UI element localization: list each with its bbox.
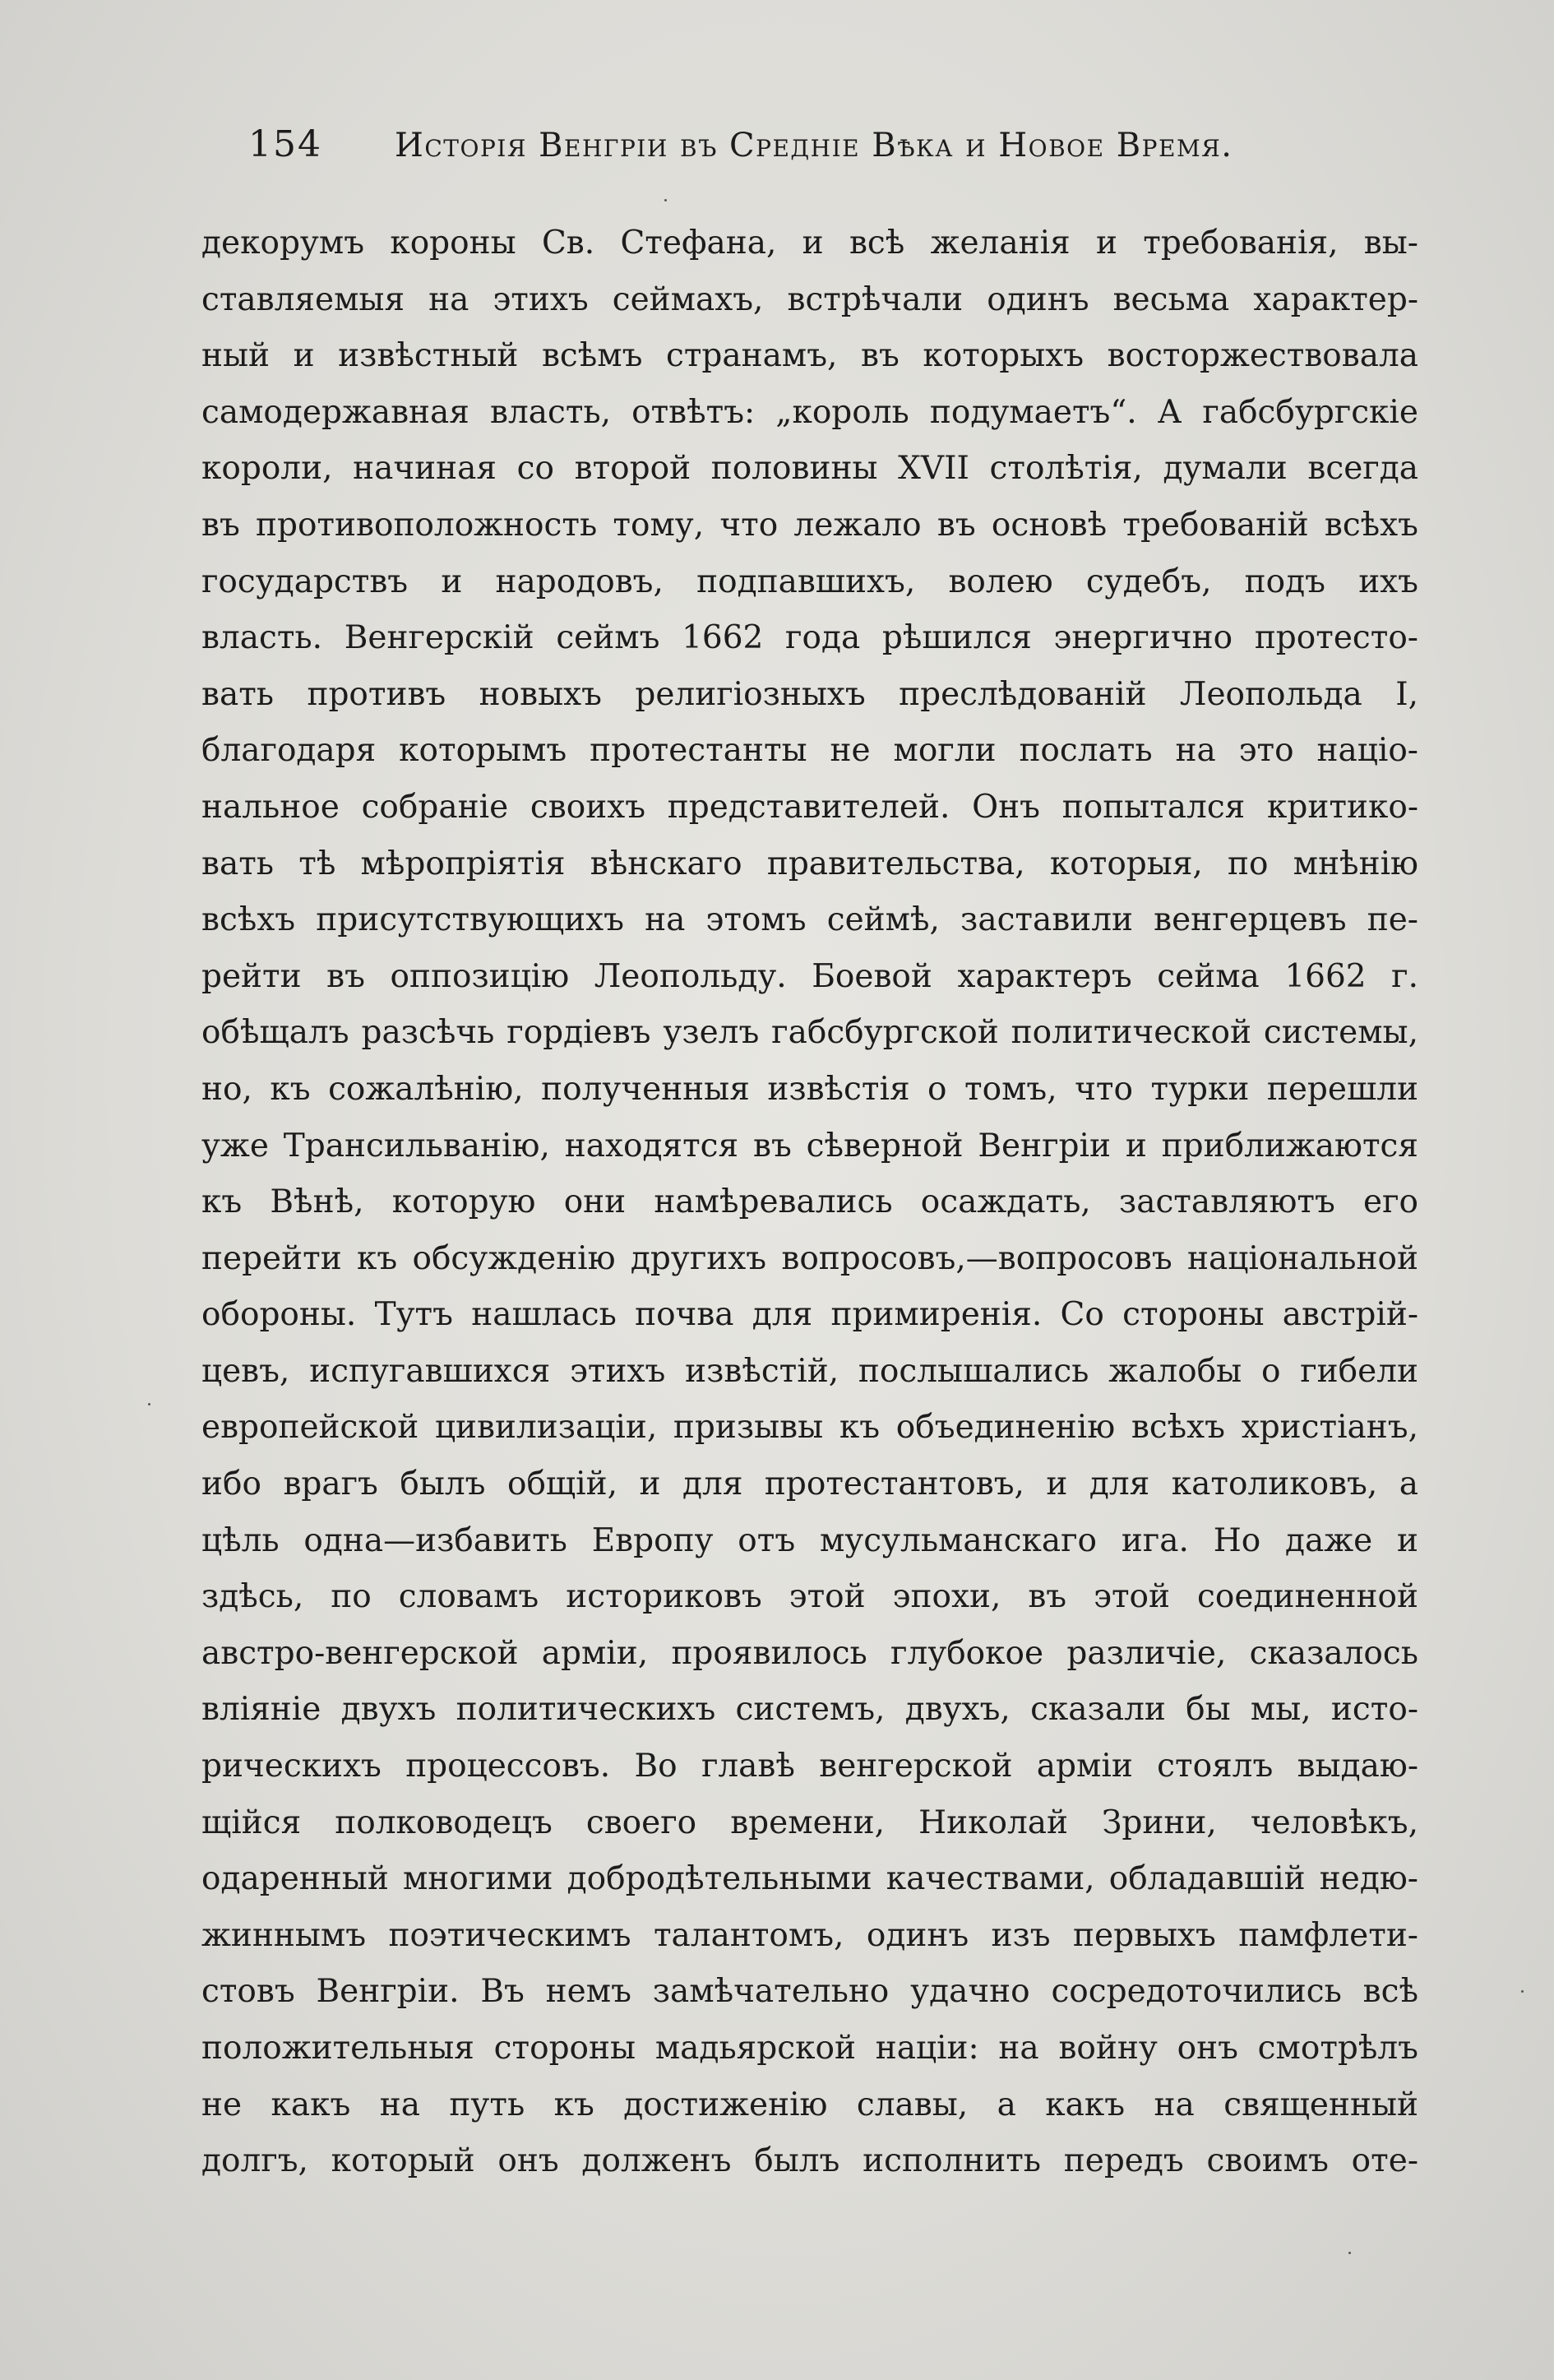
- text-line: декорумъ короны Св. Стефана, и всѣ желанія и требованія, вы-: [201, 225, 1418, 262]
- text-line: ный и извѣстный всѣмъ странамъ, въ которыхъ восторжествовала: [201, 337, 1418, 375]
- text-line: обѣщалъ разсѣчь гордіевъ узелъ габсбургской политической системы,: [201, 1014, 1418, 1052]
- text-line: благодаря которымъ протестанты не могли послать на это націо-: [201, 732, 1418, 770]
- text-line: короли, начиная со второй половины XVII столѣтія, думали всегда: [201, 450, 1418, 488]
- paper-speck: [664, 199, 667, 201]
- page-number: 154: [248, 123, 322, 165]
- text-line: но, къ сожалѣнію, полученныя извѣстія о томъ, что турки перешли: [201, 1070, 1418, 1108]
- paper-speck: [1521, 1990, 1524, 1993]
- text-line: щійся полководецъ своего времени, Николай Зрини, человѣкъ,: [201, 1804, 1418, 1841]
- text-line: стовъ Венгріи. Въ немъ замѣчательно удачно сосредоточились всѣ: [201, 1973, 1418, 2011]
- text-line: всѣхъ присутствующихъ на этомъ сеймѣ, заставили венгерцевъ пе-: [201, 901, 1418, 939]
- text-line: вать противъ новыхъ религіозныхъ преслѣдованій Леопольда I,: [201, 675, 1418, 713]
- text-line: цѣль одна—избавить Европу отъ мусульманскаго ига. Но даже и: [201, 1521, 1418, 1559]
- text-line: здѣсь, по словамъ историковъ этой эпохи, въ этой соединенной: [201, 1578, 1418, 1616]
- text-line: къ Вѣнѣ, которую они намѣревались осаждать, заставляютъ его: [201, 1183, 1418, 1221]
- text-line: въ противоположность тому, что лежало въ основѣ требованій всѣхъ: [201, 506, 1418, 544]
- text-line: положительныя стороны мадьярской націи: на войну онъ смотрѣлъ: [201, 2030, 1418, 2067]
- text-line: австро-венгерской арміи, проявилось глубокое различіе, сказалось: [201, 1634, 1418, 1672]
- text-line: не какъ на путь къ достиженію славы, а какъ на священный: [201, 2086, 1418, 2123]
- text-line: самодержавная власть, отвѣтъ: „король подумаетъ“. А габсбургскіе: [201, 393, 1418, 431]
- text-line: нальное собраніе своихъ представителей. Онъ попытался критико-: [201, 788, 1418, 826]
- text-line: европейской цивилизаціи, призывы къ объединенію всѣхъ христіанъ,: [201, 1409, 1418, 1447]
- text-line: государствъ и народовъ, подпавшихъ, волею судебъ, подъ ихъ: [201, 563, 1418, 600]
- text-line: рическихъ процессовъ. Во главѣ венгерской арміи стоялъ выдаю-: [201, 1748, 1418, 1785]
- paper-speck: [148, 1403, 150, 1405]
- text-line: жиннымъ поэтическимъ талантомъ, одинъ изъ первыхъ памфлети-: [201, 1916, 1418, 1954]
- running-title: Исторія Венгріи въ Средніе Вѣка и Новое Время.: [395, 127, 1233, 164]
- text-line: уже Трансильванію, находятся въ сѣверной Венгріи и приближаются: [201, 1127, 1418, 1165]
- page-header: [238, 123, 1274, 181]
- text-line: обороны. Тутъ нашлась почва для примиренія. Со стороны австрій-: [201, 1296, 1418, 1334]
- text-line: перейти къ обсужденію другихъ вопросовъ,—вопросовъ національной: [201, 1239, 1418, 1277]
- text-line: вать тѣ мѣропріятія вѣнскаго правительства, которыя, по мнѣнію: [201, 845, 1418, 882]
- text-line: долгъ, который онъ долженъ былъ исполнить передъ своимъ оте-: [201, 2142, 1418, 2180]
- body-text: [201, 215, 1418, 2190]
- text-line: рейти въ оппозицію Леопольду. Боевой характеръ сейма 1662 г.: [201, 957, 1418, 995]
- text-line: власть. Венгерскій сеймъ 1662 года рѣшился энергично протесто-: [201, 619, 1418, 657]
- text-line: ставляемыя на этихъ сеймахъ, встрѣчали одинъ весьма характер-: [201, 280, 1418, 318]
- paper-speck: [1348, 2252, 1351, 2254]
- text-line: ибо врагъ былъ общій, и для протестантовъ, и для католиковъ, а: [201, 1466, 1418, 1503]
- text-line: цевъ, испугавшихся этихъ извѣстій, послышались жалобы о гибели: [201, 1352, 1418, 1390]
- text-line: вліяніе двухъ политическихъ системъ, двухъ, сказали бы мы, исто-: [201, 1691, 1418, 1729]
- text-line: одаренный многими добродѣтельными качествами, обладавшій недю-: [201, 1860, 1418, 1898]
